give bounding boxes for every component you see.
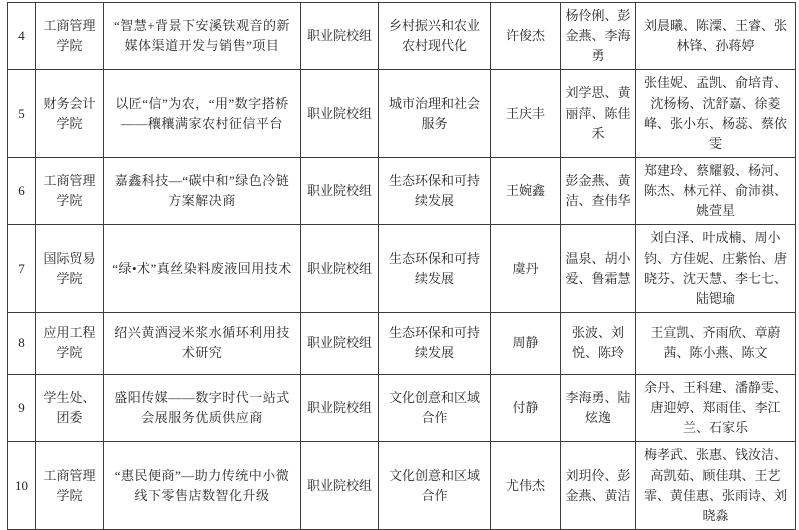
cell-track: 生态环保和可持续发展 — [379, 157, 491, 224]
cell-instructors: 张波、刘悦、陈玲 — [561, 312, 636, 374]
cell-leader: 付静 — [491, 374, 561, 441]
cell-instructors: 李海勇、陆炫逸 — [561, 374, 636, 441]
cell-college: 国际贸易学院 — [36, 225, 104, 313]
cell-project-title: “绿•术”真丝染料废液回用技术 — [104, 225, 301, 313]
cell-group: 职业院校组 — [301, 442, 379, 530]
cell-instructors: 刘玥伶、彭金燕、黄洁 — [561, 442, 636, 530]
cell-college: 财务会计学院 — [36, 70, 104, 158]
table-row — [8, 225, 796, 313]
cell-index: 7 — [8, 225, 36, 313]
cell-leader: 尤伟杰 — [491, 442, 561, 530]
cell-leader: 许俊杰 — [491, 3, 561, 70]
cell-members: 刘晨曦、陈潥、王睿、张林锋、孙蒋婷 — [636, 3, 796, 70]
project-award-table — [7, 2, 796, 530]
cell-project-title: 以匠“信”为农，“用”数字搭桥——穰穰满家农村征信平台 — [104, 70, 301, 158]
cell-track: 城市治理和社会服务 — [379, 70, 491, 158]
cell-instructors: 温泉、胡小爱、鲁霜慧 — [561, 225, 636, 313]
cell-leader: 王婉鑫 — [491, 157, 561, 224]
cell-members: 梅孝武、张惠、钱汝洁、高凯茹、顾佳琪、王艺霏、黄佳惠、张雨诗、刘晓淼 — [636, 442, 796, 530]
cell-project-title: 盛阳传媒——数字时代一站式会展服务优质供应商 — [104, 374, 301, 441]
cell-group: 职业院校组 — [301, 225, 379, 313]
cell-index: 4 — [8, 3, 36, 70]
cell-members: 刘白泽、叶成楠、周小钧、方佳妮、庄紫怡、唐晓芬、沈天慧、李七七、陆锶瑜 — [636, 225, 796, 313]
cell-group: 职业院校组 — [301, 374, 379, 441]
cell-college: 工商管理学院 — [36, 442, 104, 530]
table-body — [8, 3, 796, 530]
table-row — [8, 3, 796, 70]
cell-leader: 虞丹 — [491, 225, 561, 313]
cell-track: 文化创意和区域合作 — [379, 374, 491, 441]
cell-members: 张佳妮、孟凯、俞培青、沈杨杨、沈舒嘉、徐菱峰、张小东、杨蕊、蔡依雯 — [636, 70, 796, 158]
cell-group: 职业院校组 — [301, 70, 379, 158]
table-row — [8, 157, 796, 224]
table-row — [8, 374, 796, 441]
cell-instructors: 杨伶俐、彭金燕、李海勇 — [561, 3, 636, 70]
cell-project-title: 嘉鑫科技—“碳中和”绿色冷链方案解决商 — [104, 157, 301, 224]
cell-index: 8 — [8, 312, 36, 374]
cell-project-title: 绍兴黄酒浸米浆水循环利用技术研究 — [104, 312, 301, 374]
cell-instructors: 彭金燕、黄洁、查伟华 — [561, 157, 636, 224]
cell-instructors: 刘学思、黄丽萍、陈佳禾 — [561, 70, 636, 158]
cell-college: 工商管理学院 — [36, 3, 104, 70]
cell-college: 应用工程学院 — [36, 312, 104, 374]
cell-leader: 王庆丰 — [491, 70, 561, 158]
cell-project-title: “惠民便商”—助力传统中小微线下零售店数智化升级 — [104, 442, 301, 530]
cell-group: 职业院校组 — [301, 312, 379, 374]
table-row — [8, 70, 796, 158]
cell-track: 文化创意和区域合作 — [379, 442, 491, 530]
cell-track: 乡村振兴和农业农村现代化 — [379, 3, 491, 70]
cell-project-title: “智慧+背景下安溪铁观音的新媒体渠道开发与销售”项目 — [104, 3, 301, 70]
cell-members: 余丹、王科建、潘静雯、唐迎婷、郑雨佳、李江兰、石家乐 — [636, 374, 796, 441]
cell-members: 王宣凯、齐雨欣、章蔚茜、陈小燕、陈文 — [636, 312, 796, 374]
cell-group: 职业院校组 — [301, 3, 379, 70]
cell-index: 9 — [8, 374, 36, 441]
cell-index: 5 — [8, 70, 36, 158]
cell-college: 工商管理学院 — [36, 157, 104, 224]
cell-group: 职业院校组 — [301, 157, 379, 224]
cell-track: 生态环保和可持续发展 — [379, 312, 491, 374]
cell-index: 6 — [8, 157, 36, 224]
table-row — [8, 442, 796, 530]
cell-leader: 周静 — [491, 312, 561, 374]
table-row — [8, 312, 796, 374]
cell-index: 10 — [8, 442, 36, 530]
cell-track: 生态环保和可持续发展 — [379, 225, 491, 313]
cell-college: 学生处、团委 — [36, 374, 104, 441]
cell-members: 郑建玲、蔡耀毅、杨河、陈杰、林元祥、俞沛祺、姚萱星 — [636, 157, 796, 224]
